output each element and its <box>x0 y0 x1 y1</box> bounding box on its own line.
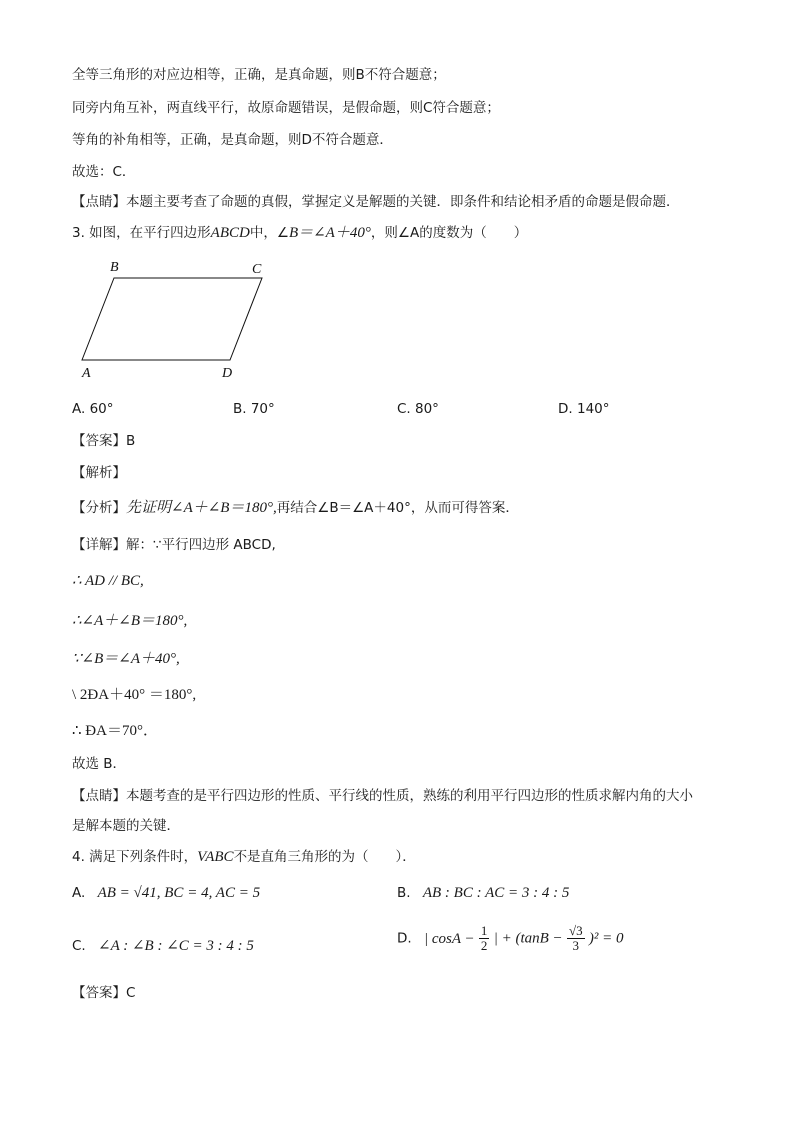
vertex-c-label: C <box>252 262 262 277</box>
q3-dianjing-2: 是解本题的关键． <box>72 818 180 834</box>
q3-step-5: ∴ ÐA＝70°． <box>72 723 158 739</box>
q3-step-2: ∴∠A＋∠B＝180°, <box>72 613 188 629</box>
text-line-3: 等角的补角相等，正确，是真命题，则D不符合题意． <box>72 132 393 148</box>
text-line-4: 故选：C． <box>72 164 136 180</box>
q3-option-d: D. 140° <box>558 401 610 417</box>
frac2-numerator: √3 <box>568 923 583 938</box>
q3-option-c: C. 80° <box>397 401 439 417</box>
q4-option-c-label: C. <box>72 938 86 954</box>
q4-option-d-part-1: | cosA − <box>423 930 475 947</box>
q4-option-a-text: AB = √41, BC = 4, AC = 5 <box>97 885 261 901</box>
vertex-b-label: B <box>110 260 119 275</box>
q4-option-c-text: ∠A : ∠B : ∠C = 3 : 4 : 5 <box>98 938 254 954</box>
q4-option-b-label: B. <box>397 885 411 901</box>
q3-prefix: 3. 如图，在平行四边形 <box>72 225 211 241</box>
question-4-stem <box>72 848 416 866</box>
parallelogram-shape <box>82 278 262 360</box>
q3-abcd: ABCD <box>210 225 250 241</box>
frac1-denominator: 2 <box>480 938 488 953</box>
q3-step-1: ∴ AD // BC, <box>72 573 144 589</box>
q4-option-d-label: D. <box>397 930 412 947</box>
q3-cond: B＝∠A＋40° <box>288 225 371 241</box>
dianjing-tag-q3: 【点睛】 <box>72 788 126 804</box>
fenxi-part-2: 再结合∠B＝∠A＋40°，从而可得答案． <box>276 500 519 516</box>
fenxi-tag: 【分析】 <box>72 500 126 516</box>
q3-choose: 故选 B． <box>72 756 127 772</box>
q4-option-a-label: A. <box>72 885 86 901</box>
q3-fenxi <box>72 499 519 517</box>
text-line-5 <box>72 193 680 211</box>
q3-step-3: ∵∠B＝∠A＋40°, <box>72 651 180 667</box>
q4-option-b-text: AB : BC : AC = 3 : 4 : 5 <box>422 885 570 901</box>
frac1-numerator: 1 <box>480 923 488 938</box>
parallelogram-figure <box>70 252 280 382</box>
detail-text: 解：∵平行四边形 ABCD, <box>126 537 276 553</box>
q3-step-4: \ 2ÐA＋40° ＝180°, <box>72 687 197 703</box>
detail-tag: 【详解】 <box>72 537 126 553</box>
q3-option-a: A. 60° <box>72 401 114 417</box>
q4-triangle: VABC <box>197 849 234 865</box>
q3-end: ，则∠A的度数为（ ） <box>370 225 528 241</box>
q4-option-d <box>397 924 624 953</box>
frac2-denominator: 3 <box>572 938 580 953</box>
dianjing-text: 本题主要考查了命题的真假，掌握定义是解题的关键．即条件和结论相矛盾的命题是假命题． <box>126 194 680 210</box>
q4-option-c <box>72 937 254 955</box>
q3-option-b: B. 70° <box>233 401 275 417</box>
q3-dianjing <box>72 787 693 805</box>
text-line-1: 全等三角形的对应边相等，正确，是真命题，则B不符合题意； <box>72 67 446 83</box>
q4-stem-pre: 4. 满足下列条件时， <box>72 849 198 865</box>
fenxi-part-1: 先证明∠A＋∠B＝180°, <box>126 500 277 516</box>
q4-stem-post: 不是直角三角形的为（ ）． <box>233 849 416 865</box>
q3-analysis-tag: 【解析】 <box>72 465 126 481</box>
text-line-2: 同旁内角互补，两直线平行，故原命题错误，是假命题，则C符合题意； <box>72 100 500 116</box>
q4-option-d-part-2: | + (tanB − <box>493 930 563 947</box>
q4-option-a <box>72 884 260 902</box>
vertex-d-label: D <box>222 366 233 381</box>
q3-answer: 【答案】B <box>72 433 136 449</box>
q3-mid: 中，∠ <box>249 225 289 241</box>
q4-option-d-part-3: )² = 0 <box>588 930 624 947</box>
q4-answer: 【答案】C <box>72 985 136 1001</box>
q4-option-d-fraction-1 <box>479 924 490 953</box>
question-3-stem <box>72 224 527 242</box>
q4-option-b <box>397 884 569 902</box>
dianjing-text-q3: 本题考查的是平行四边形的性质、平行线的性质，熟练的利用平行四边形的性质求解内角的大小 <box>126 788 693 804</box>
vertex-a-label: A <box>82 366 91 381</box>
q4-option-d-fraction-2 <box>567 924 585 953</box>
q3-detail <box>72 536 276 554</box>
dianjing-tag: 【点睛】 <box>72 194 126 210</box>
